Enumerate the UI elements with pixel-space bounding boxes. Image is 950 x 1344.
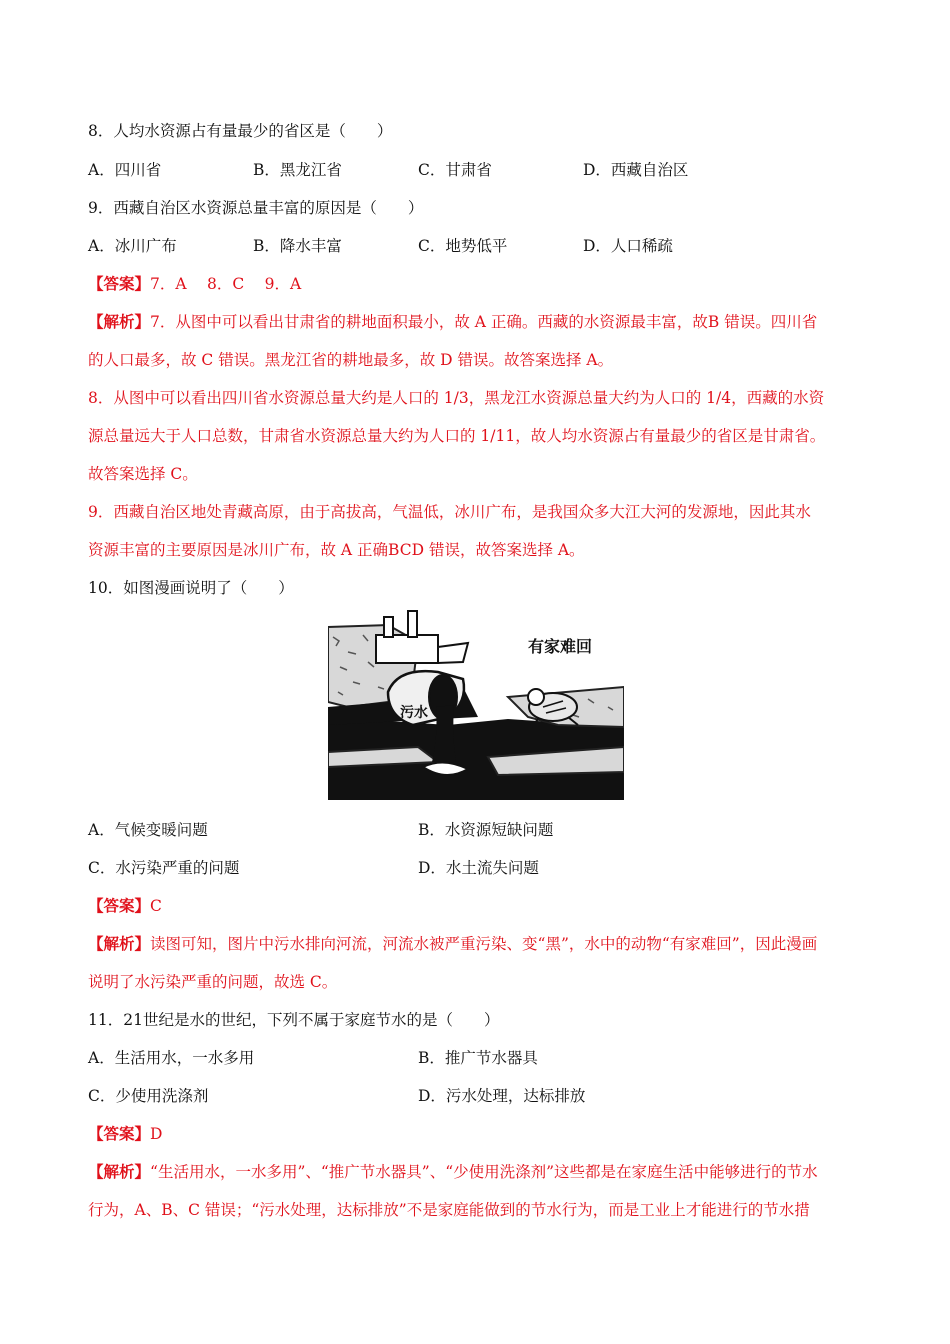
cartoon-title: 有家难回	[528, 637, 593, 656]
answer-text: C	[150, 897, 162, 915]
q8-option-a: A．四川省	[88, 161, 162, 179]
q8-option-d: D．西藏自治区	[583, 161, 689, 179]
q10-option-c: C．水污染严重的问题	[88, 859, 240, 877]
q11-analysis-line-2: 行为，A、B、C 错误；“污水处理，达标排放”不是家庭能做到的节水行为，而是工业上才能进行的节水措	[88, 1201, 810, 1219]
q11-analysis-line-1	[88, 1162, 818, 1182]
q9-option-a: A．冰川广布	[88, 237, 177, 255]
q8-option-c: C．甘肃省	[418, 161, 492, 179]
cartoon-pipe-label: 污水	[400, 705, 428, 721]
q9-option-d: D．人口稀疏	[583, 237, 673, 255]
q10-answer	[88, 896, 162, 916]
analysis-text: 读图可知，图片中污水排向河流，河流水被严重污染、变“黑”，水中的动物“有家难回”，因此漫画	[150, 935, 818, 953]
answer-text: D	[150, 1125, 163, 1143]
analysis-label: 【解析】	[88, 1162, 151, 1181]
q11-question: 11．21世纪是水的世纪，下列不属于家庭节水的是（ ）	[88, 1011, 500, 1029]
answer-7-9	[88, 274, 301, 294]
q10-analysis-line-2: 说明了水污染严重的问题，故选 C。	[88, 973, 338, 991]
pollution-cartoon	[328, 607, 624, 800]
q11-option-d: D．污水处理，达标排放	[418, 1087, 586, 1105]
answer-label: 【答案】	[88, 1124, 151, 1143]
q11-option-a: A．生活用水，一水多用	[88, 1049, 255, 1067]
analysis-7-9-line-6: 9．西藏自治区地处青藏高原，由于高拔高，气温低，冰川广布，是我国众多大江大河的发源地，因此其水	[88, 503, 811, 521]
q10-option-b: B．水资源短缺问题	[418, 821, 554, 839]
answer-label: 【答案】	[88, 274, 151, 293]
q11-answer	[88, 1124, 162, 1144]
answer-label: 【答案】	[88, 896, 151, 915]
analysis-label: 【解析】	[88, 312, 151, 331]
q10-analysis-line-1	[88, 934, 817, 954]
q9-option-b: B．降水丰富	[253, 237, 342, 255]
q10-option-d: D．水土流失问题	[418, 859, 539, 877]
q9-option-c: C．地势低平	[418, 237, 508, 255]
q9-question: 9．西藏自治区水资源总量丰富的原因是（ ）	[88, 199, 424, 217]
q10-option-a: A．气候变暖问题	[88, 821, 208, 839]
analysis-7-9-line-2: 的人口最多，故 C 错误。黑龙江省的耕地最多，故 D 错误。故答案选择 A。	[88, 351, 614, 369]
answer-text: 7．A 8．C 9．A	[150, 275, 302, 293]
analysis-text: “生活用水，一水多用”、“推广节水器具”、“少使用洗涤剂”这些都是在家庭生活中能够进行的节水	[150, 1163, 818, 1181]
q11-option-c: C．少使用洗涤剂	[88, 1087, 209, 1105]
q8-option-b: B．黑龙江省	[253, 161, 342, 179]
analysis-7-9-line-1	[88, 312, 817, 332]
q8-question: 8．人均水资源占有量最少的省区是（ ）	[88, 122, 393, 140]
q11-option-b: B．推广节水器具	[418, 1049, 538, 1067]
analysis-7-9-line-3: 8．从图中可以看出四川省水资源总量大约是人口的 1/3，黑龙江水资源总量大约为人口的 1/4，西藏的水资	[88, 389, 825, 407]
analysis-7-9-line-4: 源总量远大于人口总数，甘肃省水资源总量大约为人口的 1/11，故人均水资源占有量最少的省区是甘肃省。	[88, 427, 826, 445]
analysis-7-9-line-5: 故答案选择 C。	[88, 465, 198, 483]
analysis-label: 【解析】	[88, 934, 151, 953]
analysis-7-9-line-7: 资源丰富的主要原因是冰川广布，故 A 正确BCD 错误，故答案选择 A。	[88, 541, 585, 559]
q10-question: 10．如图漫画说明了（ ）	[88, 579, 294, 597]
analysis-text: 7．从图中可以看出甘肃省的耕地面积最小，故 A 正确。西藏的水资源最丰富，故B 错误。四川省	[150, 313, 818, 331]
